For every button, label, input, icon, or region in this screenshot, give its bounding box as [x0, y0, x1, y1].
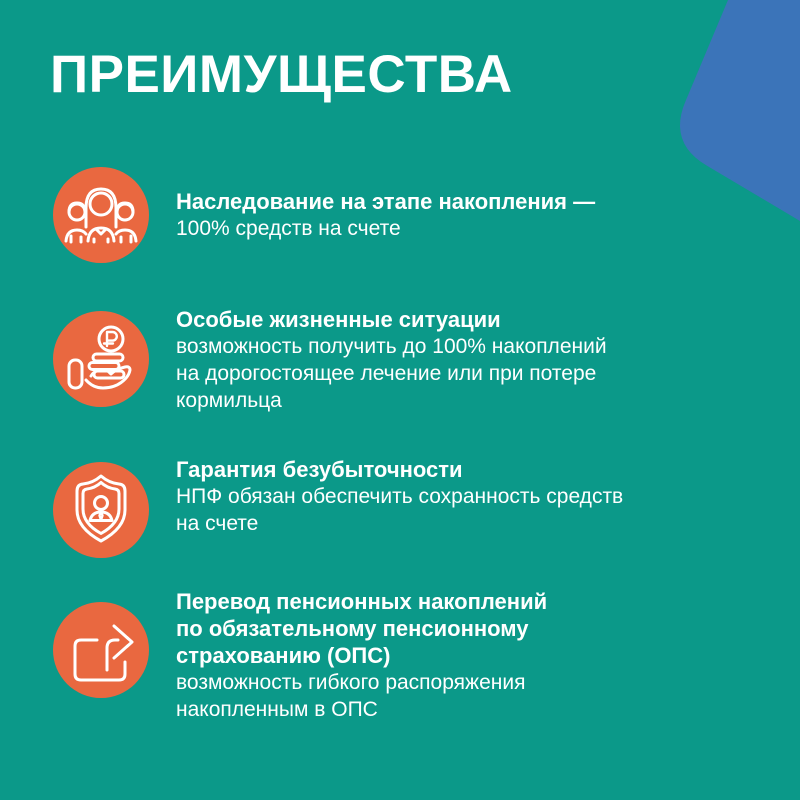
shield-person-icon — [53, 462, 149, 558]
item-body-line: НПФ обязан обеспечить сохранность средств — [176, 485, 624, 508]
ruble-coins-hand-icon-glyph — [53, 311, 149, 407]
advantage-item-2 — [176, 306, 607, 414]
item-body-line: на дорогостоящее лечение или при потере — [176, 362, 597, 385]
square-arrow-icon — [53, 602, 149, 698]
item-title-line: Перевод пенсионных накоплений — [176, 589, 548, 614]
item-body-line: 100% средств на счете — [176, 217, 401, 240]
item-body-line: кормильца — [176, 389, 282, 412]
shield-person-icon-glyph — [53, 462, 149, 558]
item-body-line: на счете — [176, 512, 259, 535]
family-icon-glyph — [53, 167, 149, 263]
item-title-line: Наследование на этапе накопления — — [176, 189, 596, 214]
item-title-line: страхованию (ОПС) — [176, 643, 391, 668]
square-arrow-icon-glyph — [53, 602, 149, 698]
item-body-line: возможность получить до 100% накоплений — [176, 335, 607, 358]
advantage-item-4 — [176, 588, 547, 723]
item-title-line: по обязательному пенсионному — [176, 616, 529, 641]
item-title-line: Гарантия безубыточности — [176, 457, 463, 482]
ruble-coins-hand-icon — [53, 311, 149, 407]
item-body-line: накопленным в ОПС — [176, 698, 378, 721]
advantage-item-1 — [176, 188, 595, 242]
family-icon — [53, 167, 149, 263]
item-body-line: возможность гибкого распоряжения — [176, 671, 526, 694]
advantage-item-3 — [176, 456, 623, 537]
item-title-line: Особые жизненные ситуации — [176, 307, 501, 332]
page-title: ПРЕИМУЩЕСТВА — [50, 45, 513, 104]
